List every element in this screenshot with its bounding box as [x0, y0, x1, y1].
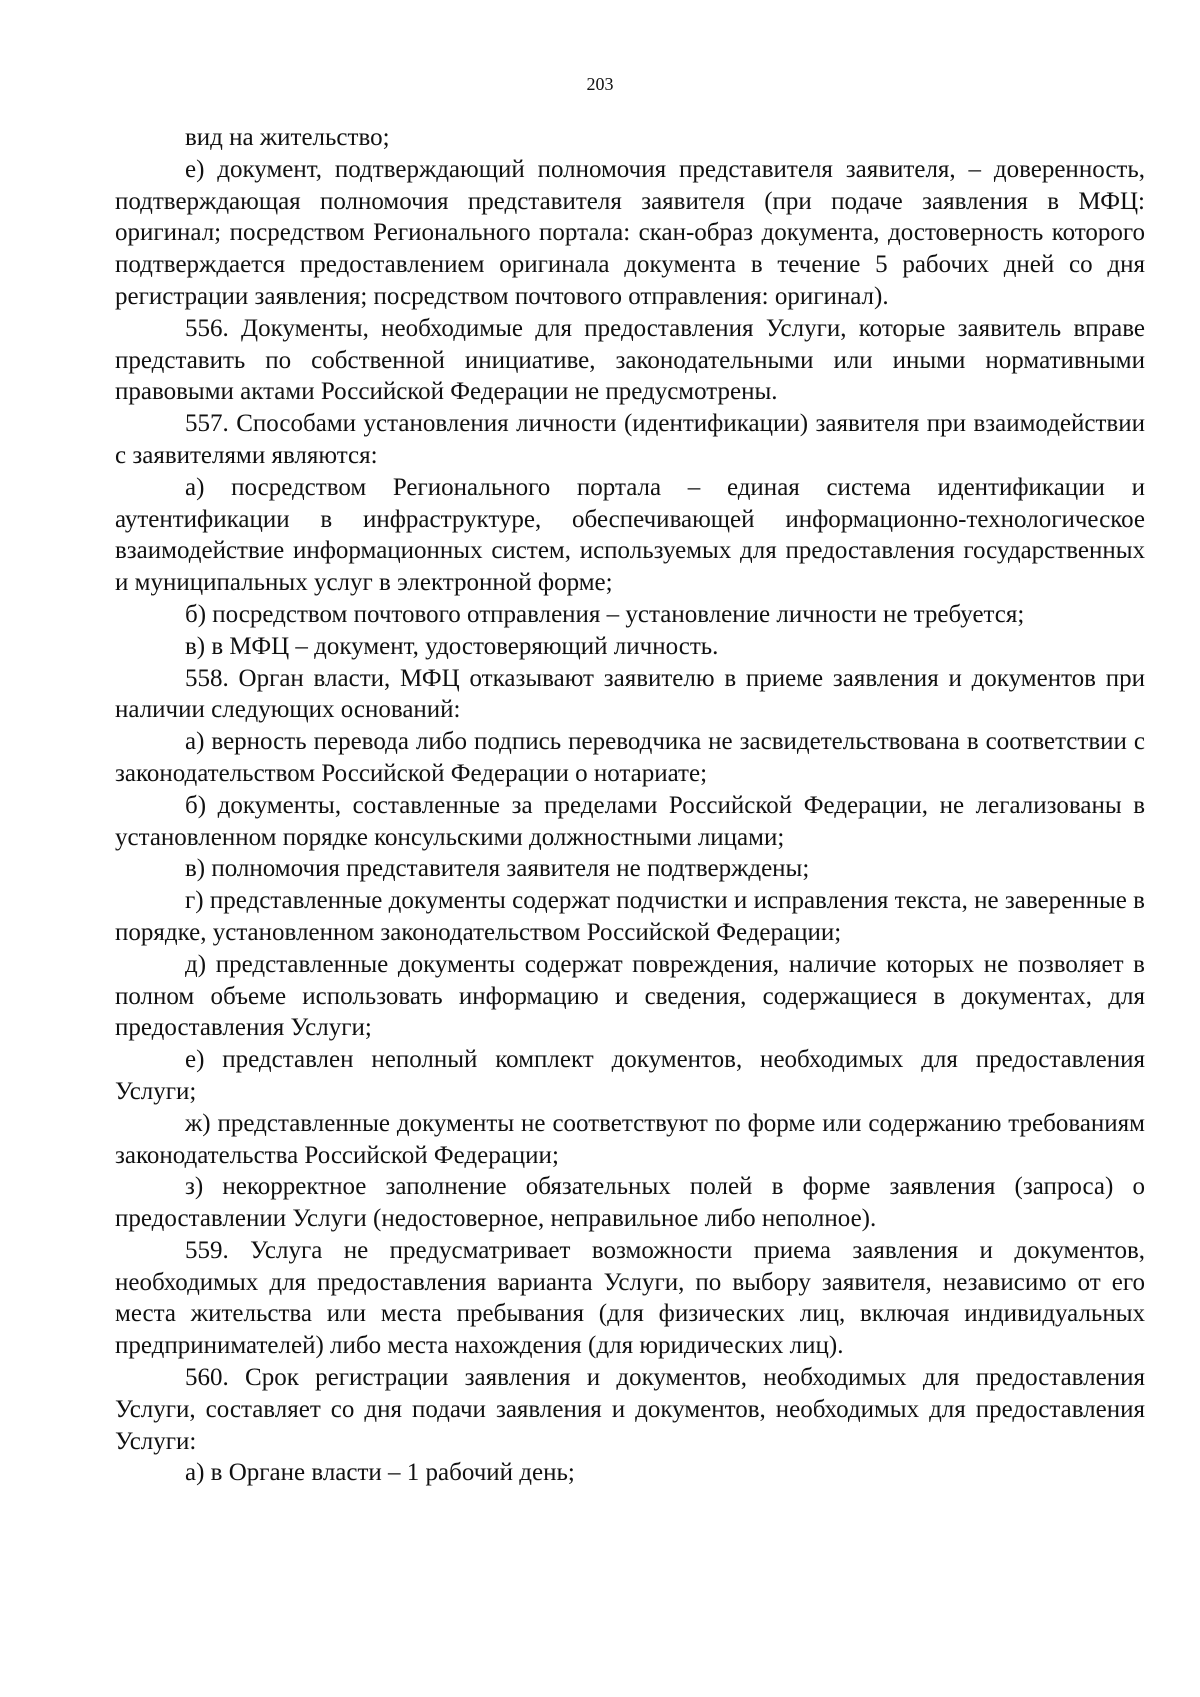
paragraph: е) документ, подтверждающий полномочия представителя заявителя, – доверенность, подтверждающая полномочия представителя заявителя (при подаче заявления в МФЦ: оригинал; посредством Регионального портала: скан-образ документа, достоверность которого подтверждается предоставлением оригинала документа в течение 5 рабочих дней со дня регистрации заявления; посредством почтового отправления: оригинал). [115, 155, 1145, 310]
paragraph-560: 560. Срок регистрации заявления и документов, необходимых для предоставления Услуги, составляет со дня подачи заявления и документов, необходимых для предоставления Услуги: [115, 1364, 1145, 1455]
paragraph-557: 557. Способами установления личности (идентификации) заявителя при взаимодействии с заявителями являются: [115, 410, 1145, 469]
paragraph: а) посредством Регионального портала – единая система идентификации и аутентификации в инфраструктуре, обеспечивающей информационно-технологическое взаимодействие информационных систем, используемых для предоставления государственных и муниципальных услуг в электронной форме; [115, 473, 1145, 597]
paragraph: вид на жительство; [185, 124, 390, 151]
paragraph: б) посредством почтового отправления – установление личности не требуется; [185, 600, 1025, 628]
document-body [115, 122, 1145, 1489]
paragraph: а) верность перевода либо подпись переводчика не засвидетельствована в соответствии с законодательством Российской Федерации о нотариате; [115, 728, 1145, 787]
paragraph: а) в Органе власти – 1 рабочий день; [185, 1459, 575, 1487]
paragraph: д) представленные документы содержат повреждения, наличие которых не позволяет в полном объеме использовать информацию и сведения, содержащиеся в документах, для предоставления Услуги; [115, 950, 1145, 1042]
page-number: 203 [586, 74, 614, 94]
paragraph: г) представленные документы содержат подчистки и исправления текста, не заверенные в порядке, установленном законодательством Российской Федерации; [115, 887, 1145, 946]
paragraph: з) некорректное заполнение обязательных полей в форме заявления (запроса) о предоставлении Услуги (недостоверное, неправильное либо неполное). [115, 1173, 1145, 1233]
paragraph-559: 559. Услуга не предусматривает возможности приема заявления и документов, необходимых для предоставления варианта Услуги, по выбору заявителя, независимо от его места жительства или места пребывания (для физических лиц, включая индивидуальных предпринимателей) либо места нахождения (для юридических лиц). [115, 1236, 1145, 1360]
paragraph: е) представлен неполный комплект документов, необходимых для предоставления Услуги; [115, 1046, 1145, 1105]
paragraph-556: 556. Документы, необходимые для предоставления Услуги, которые заявитель вправе представить по собственной инициативе, законодательными или иными нормативными правовыми актами Российской Федерации не предусмотрены. [115, 314, 1145, 406]
paragraph: в) полномочия представителя заявителя не подтверждены; [185, 855, 810, 883]
paragraph: в) в МФЦ – документ, удостоверяющий личность. [185, 632, 719, 660]
paragraph-558: 558. Орган власти, МФЦ отказывают заявителю в приеме заявления и документов при наличии следующих оснований: [115, 664, 1145, 724]
paragraph: б) документы, составленные за пределами Российской Федерации, не легализованы в установленном порядке консульскими должностными лицами; [115, 791, 1145, 851]
paragraph: ж) представленные документы не соответствуют по форме или содержанию требованиям законодательства Российской Федерации; [115, 1109, 1145, 1169]
